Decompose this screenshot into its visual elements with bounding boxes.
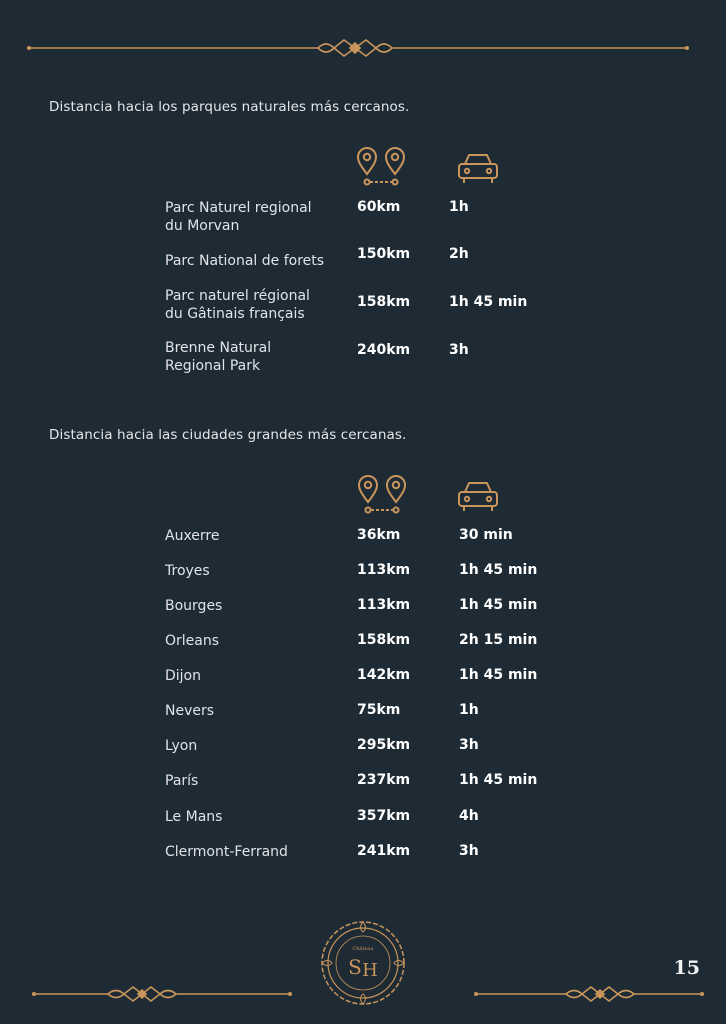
svg-text:S: S [348,955,362,979]
city-name: Orleans [165,633,220,649]
svg-text:Château: Château [352,946,374,952]
city-time: 3h [459,737,479,753]
page-number: 15 [673,957,700,979]
city-time: 1h 45 min [459,772,538,788]
park-time: 1h [449,199,469,215]
city-distance: 295km [357,737,411,753]
city-name: Le Mans [165,809,223,825]
park-time: 3h [449,342,469,358]
svg-text:H: H [362,960,378,981]
city-name: Nevers [165,703,215,719]
city-name: Dijon [165,668,201,684]
park-distance: 158km [357,294,411,310]
city-distance: 75km [357,702,401,718]
city-distance: 158km [357,632,411,648]
city-distance: 241km [357,843,411,859]
car-icon [457,152,499,186]
city-time: 1h 45 min [459,667,538,683]
chateau-logo-emblem [318,918,408,1008]
cities-heading: Distancia hacia las ciudades grandes más cercanas. [49,427,407,443]
bottom-left-ornament [32,984,292,1004]
city-time: 1h [459,702,479,718]
city-name: París [165,773,199,789]
city-time: 1h 45 min [459,562,538,578]
city-time: 4h [459,808,479,824]
park-name: Parc naturel régional du Gâtinais français [165,288,310,322]
city-distance: 357km [357,808,411,824]
city-distance: 36km [357,527,401,543]
city-time: 1h 45 min [459,597,538,613]
city-time: 2h 15 min [459,632,538,648]
park-distance: 150km [357,246,411,262]
map-pins-route-icon [356,147,406,189]
car-icon [457,480,499,514]
park-time: 1h 45 min [449,294,528,310]
parks-heading: Distancia hacia los parques naturales más cercanos. [49,99,410,115]
park-name: Parc Naturel regional du Morvan [165,200,312,234]
city-name: Lyon [165,738,198,754]
city-name: Troyes [165,563,210,579]
top-ornament-divider [0,33,726,63]
city-name: Clermont-Ferrand [165,844,288,860]
city-distance: 237km [357,772,411,788]
city-distance: 142km [357,667,411,683]
city-name: Auxerre [165,528,220,544]
city-time: 30 min [459,527,513,543]
park-distance: 60km [357,199,401,215]
city-distance: 113km [357,597,411,613]
map-pins-route-icon [357,475,407,517]
bottom-right-ornament [474,984,704,1004]
park-time: 2h [449,246,469,262]
city-distance: 113km [357,562,411,578]
park-distance: 240km [357,342,411,358]
park-name: Brenne Natural Regional Park [165,340,272,374]
park-name: Parc National de forets [165,253,325,269]
city-time: 3h [459,843,479,859]
city-name: Bourges [165,598,223,614]
